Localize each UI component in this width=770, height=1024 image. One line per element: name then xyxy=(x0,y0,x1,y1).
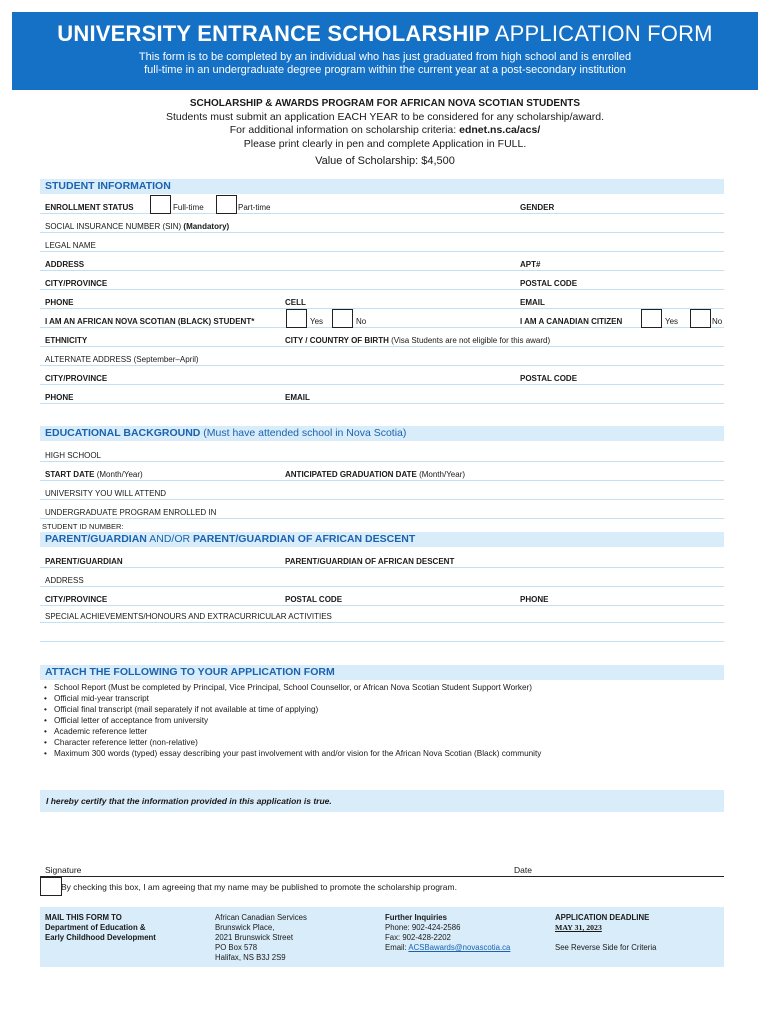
row-parents[interactable] xyxy=(40,549,724,568)
label-city-province: CITY/PROVINCE xyxy=(45,279,108,288)
label-phone: PHONE xyxy=(45,298,74,307)
footer-addr-3: 2021 Brunswick Street xyxy=(215,933,294,942)
section-parent-heading-a: PARENT/GUARDIAN xyxy=(45,533,147,545)
row-phone-2[interactable] xyxy=(40,385,724,404)
label-program: UNDERGRADUATE PROGRAM ENROLLED IN xyxy=(45,508,217,517)
row-enrollment xyxy=(40,195,724,214)
signature-line[interactable] xyxy=(40,862,724,877)
label-parent-city: CITY/PROVINCE xyxy=(45,595,108,604)
label-citizen-no: No xyxy=(712,317,723,326)
checkbox-consent[interactable] xyxy=(40,877,62,896)
footer-deadline-title: APPLICATION DEADLINE xyxy=(555,913,650,922)
label-parent-postal: POSTAL CODE xyxy=(285,595,343,604)
row-ethnicity[interactable] xyxy=(40,328,724,347)
footer-mail-column xyxy=(45,913,156,943)
attach-item: • Official final transcript (mail separately if not available at time of applying) xyxy=(44,704,724,715)
label-gender: GENDER xyxy=(520,203,555,212)
label-grad-fmt: (Month/Year) xyxy=(419,470,466,479)
intro-line-2-prefix: For additional information on scholarship criteria: xyxy=(229,124,460,136)
consent-row xyxy=(40,877,724,897)
label-start-fmt: (Month/Year) xyxy=(96,470,143,479)
row-achievements[interactable] xyxy=(40,604,724,623)
label-sin-text: SOCIAL INSURANCE NUMBER (SIN) xyxy=(45,222,182,231)
label-ans-student: I AM AN AFRICAN NOVA SCOTIAN (BLACK) STUDENT* xyxy=(45,317,255,326)
label-ans-no: No xyxy=(356,317,367,326)
checkbox-fulltime[interactable] xyxy=(150,195,171,214)
label-alt-address-wrap xyxy=(45,355,199,365)
subtitle-line-1: This form is to be completed by an individual who has just graduated from high school and is enrolled xyxy=(138,51,632,63)
checkbox-ans-yes[interactable] xyxy=(286,309,307,328)
attach-item: • Official mid-year transcript xyxy=(44,693,724,704)
label-citizen-yes: Yes xyxy=(665,317,679,326)
footer-info xyxy=(40,907,724,967)
program-title: SCHOLARSHIP & AWARDS PROGRAM FOR AFRICAN NOVA SCOTIAN STUDENTS xyxy=(189,98,581,109)
section-parent-and: AND/OR xyxy=(146,533,193,545)
label-postal-code: POSTAL CODE xyxy=(520,279,578,288)
footer-address-column xyxy=(215,913,307,963)
label-grad-date: ANTICIPATED GRADUATION DATE xyxy=(285,470,417,479)
label-alt-period: (September–April) xyxy=(133,355,199,364)
section-attach-heading: ATTACH THE FOLLOWING TO YOUR APPLICATION FORM xyxy=(45,666,335,678)
subtitle-line-2: full-time in an undergraduate degree program within the current year at a post-secondary institution xyxy=(144,64,626,76)
row-ans-citizen xyxy=(40,309,724,328)
label-high-school: HIGH SCHOOL xyxy=(45,451,102,460)
section-parent-heading-b: PARENT/GUARDIAN OF AFRICAN DESCENT xyxy=(192,533,416,545)
footer-inquiries-phone: Phone: 902-424-2586 xyxy=(385,923,461,932)
checkbox-parttime[interactable] xyxy=(216,195,237,214)
form-subtitle xyxy=(12,51,758,77)
label-postal-code-2: POSTAL CODE xyxy=(520,374,578,383)
label-university: UNIVERSITY YOU WILL ATTEND xyxy=(45,489,167,498)
row-achievements-line-2[interactable] xyxy=(40,623,724,642)
footer-inquiries-fax: Fax: 902-428-2202 xyxy=(385,933,451,942)
row-address[interactable] xyxy=(40,252,724,271)
checkbox-citizen-no[interactable] xyxy=(690,309,711,328)
label-sin xyxy=(45,222,229,232)
row-phone[interactable] xyxy=(40,290,724,309)
footer-addr-4: PO Box 578 xyxy=(215,943,258,952)
label-ans-yes: Yes xyxy=(310,317,324,326)
intro-line-1: Students must submit an application EACH YEAR to be considered for any scholarship/award. xyxy=(165,110,605,123)
attach-item: • School Report (Must be completed by Principal, Vice Principal, School Counsellor, or African Nova Scotian Student Support Worker) xyxy=(44,682,724,693)
row-alt-address[interactable] xyxy=(40,347,724,366)
label-apt: APT# xyxy=(520,260,541,269)
footer-reverse-note: See Reverse Side for Criteria xyxy=(555,943,657,952)
label-address: ADDRESS xyxy=(45,260,85,269)
label-parent: PARENT/GUARDIAN xyxy=(45,557,123,566)
label-phone-2: PHONE xyxy=(45,393,74,402)
row-sin[interactable] xyxy=(40,214,724,233)
section-student-information xyxy=(40,179,724,194)
label-canadian-citizen: I AM A CANADIAN CITIZEN xyxy=(520,317,623,326)
section-attach xyxy=(40,665,724,680)
attach-item: • Academic reference letter xyxy=(44,726,724,737)
label-enrollment-status: ENROLLMENT STATUS xyxy=(45,203,134,212)
footer-addr-1: African Canadian Services xyxy=(215,913,307,922)
label-email: EMAIL xyxy=(520,298,545,307)
row-legal-name[interactable] xyxy=(40,233,724,252)
label-city-province-2: CITY/PROVINCE xyxy=(45,374,108,383)
label-parttime: Part-time xyxy=(238,203,271,212)
attach-item: • Character reference letter (non-relative) xyxy=(44,737,724,748)
footer-email-prefix: Email: xyxy=(385,943,409,952)
attach-list xyxy=(40,682,724,759)
footer-email-link[interactable]: ACSBawards@novascotia.ca xyxy=(408,943,511,952)
form-title-light: APPLICATION FORM xyxy=(489,21,713,46)
footer-addr-2: Brunswick Place, xyxy=(215,923,275,932)
label-grad-date-wrap xyxy=(285,470,465,480)
footer-addr-5: Halifax, NS B3J 2S9 xyxy=(215,953,286,962)
form-header xyxy=(12,12,758,90)
certify-text: I hereby certify that the information provided in this application is true. xyxy=(46,796,332,806)
footer-dept-1: Department of Education & xyxy=(45,923,146,932)
label-parent-phone: PHONE xyxy=(520,595,549,604)
scholarship-value: Value of Scholarship: $4,500 xyxy=(315,155,455,167)
label-date: Date xyxy=(514,865,532,875)
intro-line-3: Please print clearly in pen and complete Application in FULL. xyxy=(243,137,527,150)
label-start-date-wrap xyxy=(45,470,143,480)
certify-statement xyxy=(40,790,724,812)
label-signature: Signature xyxy=(45,865,82,875)
form-title-bold: UNIVERSITY ENTRANCE SCHOLARSHIP xyxy=(57,21,490,46)
label-student-id: STUDENT ID NUMBER: xyxy=(42,522,124,531)
label-ethnicity: ETHNICITY xyxy=(45,336,88,345)
row-dates[interactable] xyxy=(40,462,724,481)
label-city-country-birth: CITY / COUNTRY OF BIRTH xyxy=(285,336,389,345)
consent-text: By checking this box, I am agreeing that my name may be published to promote the scholarship program. xyxy=(61,882,457,892)
attach-item: • Maximum 300 words (typed) essay describing your past involvement with and/or vision for the African Nova Scotian (Black) community xyxy=(44,748,724,759)
section-student-heading: STUDENT INFORMATION xyxy=(45,180,171,192)
footer-inquiries-column xyxy=(385,913,510,953)
label-birth xyxy=(285,336,550,346)
checkbox-citizen-yes[interactable] xyxy=(641,309,662,328)
label-alt-address: ALTERNATE ADDRESS xyxy=(45,355,132,364)
intro-block xyxy=(0,97,770,169)
row-city[interactable] xyxy=(40,271,724,290)
label-parent-address: ADDRESS xyxy=(45,576,84,585)
section-education xyxy=(40,426,724,441)
attach-item: • Official letter of acceptance from university xyxy=(44,715,724,726)
intro-line-2 xyxy=(0,124,770,138)
checkbox-ans-no[interactable] xyxy=(332,309,353,328)
section-education-heading: EDUCATIONAL BACKGROUND xyxy=(45,427,201,439)
section-education-note: (Must have attended school in Nova Scotia) xyxy=(200,427,407,439)
footer-mail-title: MAIL THIS FORM TO xyxy=(45,913,122,922)
label-achievements: SPECIAL ACHIEVEMENTS/HONOURS AND EXTRACURRICULAR ACTIVITIES xyxy=(45,612,332,621)
label-cell: CELL xyxy=(285,298,306,307)
row-parent-address[interactable] xyxy=(40,568,724,587)
row-high-school[interactable] xyxy=(40,443,724,462)
footer-inquiries-title: Further Inquiries xyxy=(385,913,447,922)
row-student-id[interactable] xyxy=(40,515,724,531)
form-title xyxy=(12,21,758,47)
label-email-2: EMAIL xyxy=(285,393,310,402)
label-legal-name: LEGAL NAME xyxy=(45,241,96,250)
row-city-2[interactable] xyxy=(40,366,724,385)
criteria-link[interactable]: ednet.ns.ca/acs/ xyxy=(459,124,541,136)
footer-deadline-date: MAY 31, 2023 xyxy=(555,923,602,932)
footer-dept-2: Early Childhood Development xyxy=(45,933,156,942)
row-university[interactable] xyxy=(40,481,724,500)
label-visa-note: (Visa Students are not eligible for this award) xyxy=(391,336,551,345)
label-parent-african-descent: PARENT/GUARDIAN OF AFRICAN DESCENT xyxy=(285,557,455,566)
label-start-date: START DATE xyxy=(45,470,95,479)
label-fulltime: Full-time xyxy=(173,203,204,212)
footer-deadline-column xyxy=(555,913,656,953)
label-mandatory: (Mandatory) xyxy=(183,222,230,231)
section-parent xyxy=(40,532,724,547)
footer-inquiries-email-row xyxy=(385,943,510,953)
attach-list-area xyxy=(40,682,724,790)
